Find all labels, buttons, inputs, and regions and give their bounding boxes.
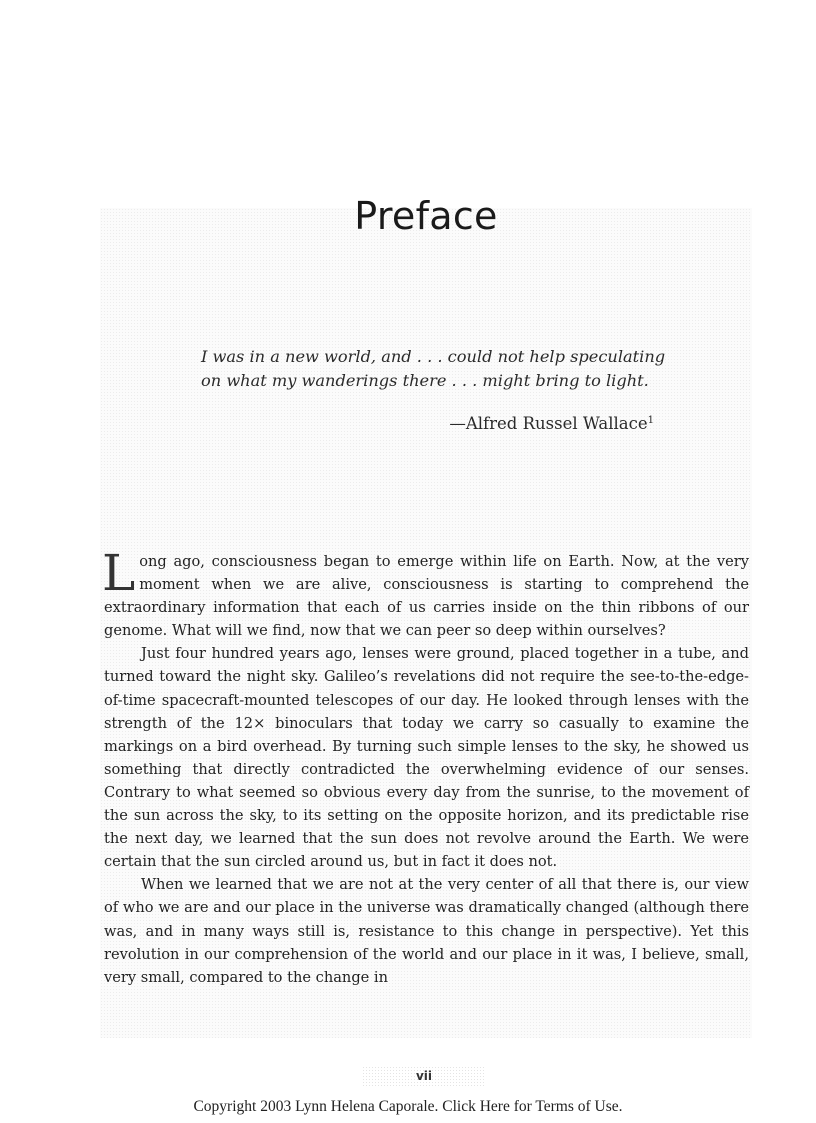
drop-cap: L [102,544,136,602]
page-number: vii [362,1066,486,1086]
epigraph-attribution [420,414,654,433]
epigraph-line-2: on what my wanderings there . . . might bring to light. [201,370,649,390]
paragraph-2: Just four hundred years ago, lenses were ground, placed together in a tube, and turned toward the night sky. Galileo’s revelations did not require the see-to-the-edge-of-time spacecraft-mounted telescopes of our day. He looked through lenses with the strength of the 12× binoculars that today we carry so casually to examine the markings on a bird overhead. By turning such simple lenses to the sky, he showed us something that directly contradicted the overwhelming evidence of our senses. Contrary to what seemed so obvious every day from the sunrise, to the movement of the sun across the sky, to its setting on the opposite horizon, and its predictable rise the next day, we learned that the sun does not revolve around the Earth. We were certain that the sun circled around us, but in fact it does not. [104,645,749,871]
body-text [102,544,749,989]
page-title: Preface [354,194,498,238]
epigraph-line-1: I was in a new world, and . . . could not help speculating [201,347,666,366]
paragraph-1 [102,544,749,642]
terms-of-use-link[interactable]: Copyright 2003 Lynn Helena Caporale. Click Here for Terms of Use. [193,1098,623,1115]
epigraph [201,345,666,392]
attribution-name: —Alfred Russel Wallace [449,414,648,433]
paragraph-1-text: ong ago, consciousness began to emerge within life on Earth. Now, at the very moment when we are alive, consciousness is starting to comprehend the extraordinary information that each of us carries inside on the thin ribbons of our genome. What will we find, now that we can peer so deep within ourselves? [104,553,749,640]
paragraph-3: When we learned that we are not at the very center of all that there is, our view of who we are and our place in the universe was dramatically changed (although there was, and in many ways still is, resistance to this change in perspective). Yet this revolution in our comprehension of the world and our place in it was, I believe, small, very small, compared to the change in [104,876,749,986]
copyright-footer[interactable] [0,1098,816,1116]
footnote-reference: 1 [647,415,654,426]
